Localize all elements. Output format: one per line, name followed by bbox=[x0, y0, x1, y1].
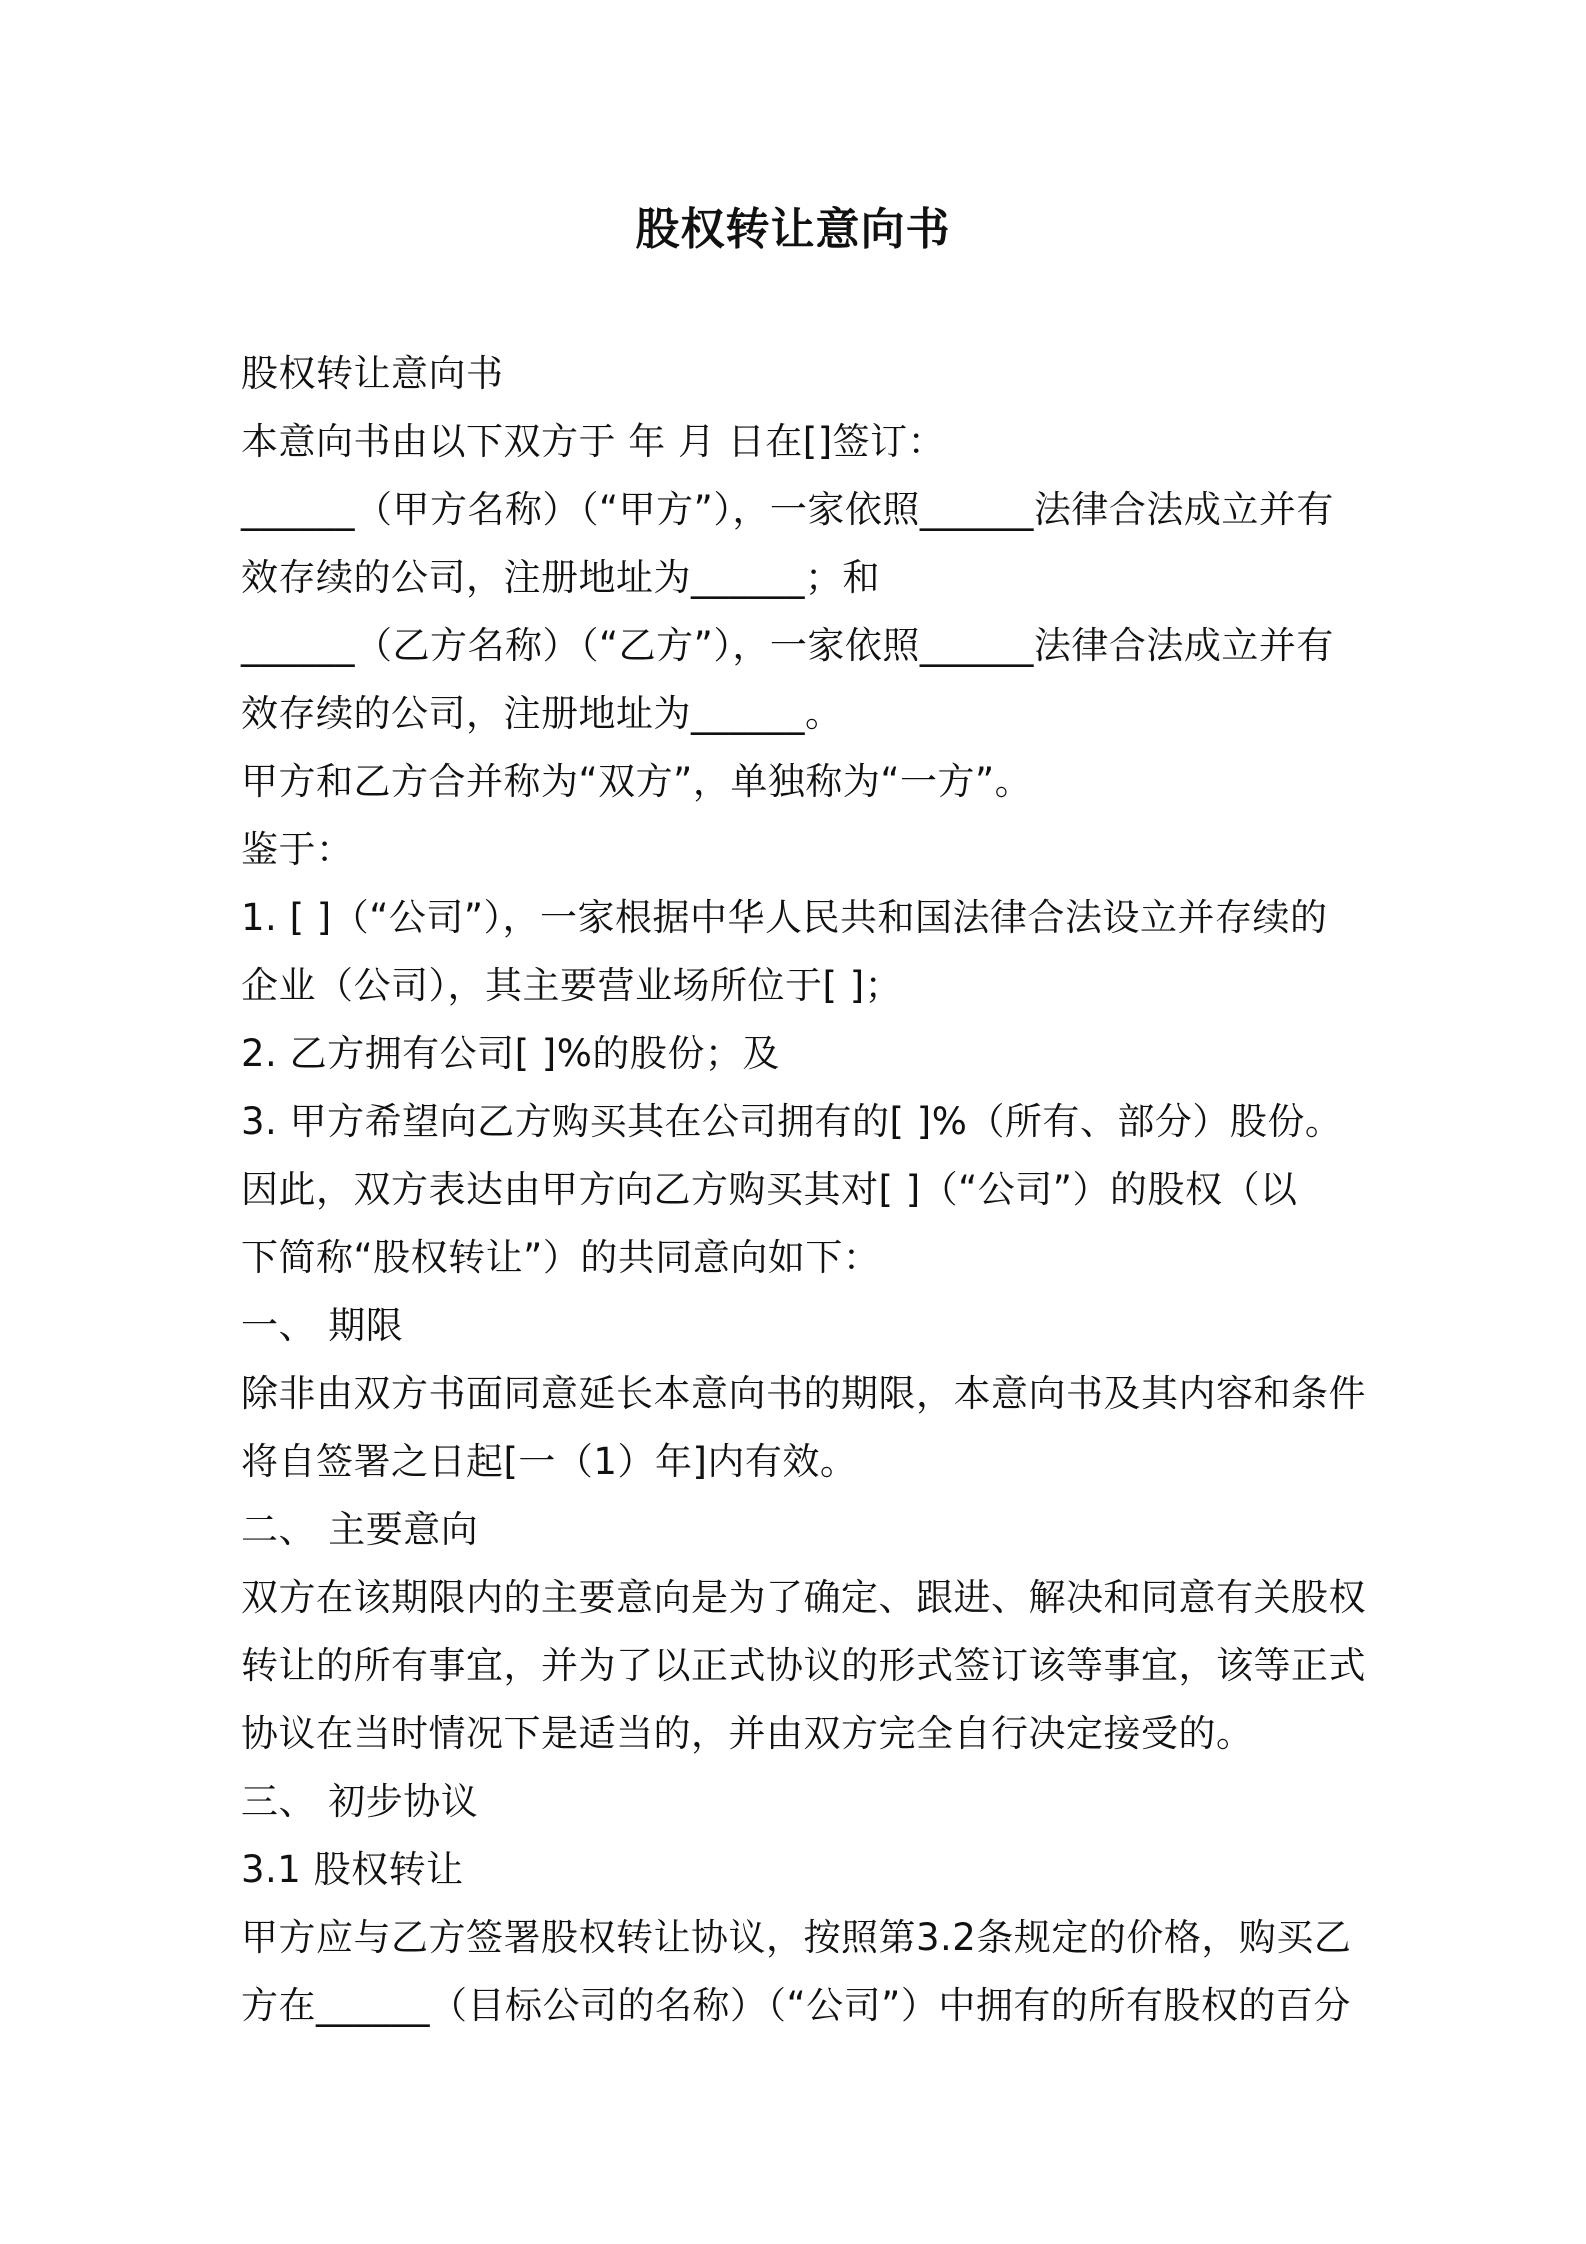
body-line: 甲方应与乙方签署股权转让协议，按照第3.2条规定的价格，购买乙 bbox=[241, 1916, 1352, 1959]
body-line: 甲方和乙方合并称为“双方”，单独称为“一方”。 bbox=[241, 760, 1033, 803]
body-line: 效存续的公司，注册地址为______。 bbox=[241, 692, 843, 735]
body-line: 效存续的公司，注册地址为______；和 bbox=[241, 556, 880, 599]
body-line: 方在______（目标公司的名称）（“公司”）中拥有的所有股权的百分 bbox=[241, 1984, 1351, 2027]
body-line: 1. [ ]（“公司”），一家根据中华人民共和国法律合法设立并存续的 bbox=[241, 896, 1328, 939]
body-line: ______（乙方名称）（“乙方”），一家依照______法律合法成立并有 bbox=[241, 624, 1334, 667]
body-line: 转让的所有事宜，并为了以正式协议的形式签订该等事宜，该等正式 bbox=[241, 1644, 1366, 1687]
body-line: 将自签署之日起[一（1）年]内有效。 bbox=[241, 1440, 858, 1483]
body-line: 本意向书由以下双方于 年 月 日在[]签订： bbox=[241, 420, 946, 463]
section-heading: 二、 主要意向 bbox=[241, 1508, 479, 1551]
section-heading: 一、 期限 bbox=[241, 1304, 404, 1347]
body-line: 鉴于： bbox=[241, 828, 354, 871]
body-line: 双方在该期限内的主要意向是为了确定、跟进、解决和同意有关股权 bbox=[241, 1576, 1366, 1619]
section-heading: 三、 初步协议 bbox=[241, 1780, 479, 1823]
body-line: ______（甲方名称）（“甲方”），一家依照______法律合法成立并有 bbox=[241, 488, 1334, 531]
body-line: 企业（公司），其主要营业场所位于[ ]； bbox=[241, 964, 903, 1007]
body-line: 2. 乙方拥有公司[ ]%的股份；及 bbox=[241, 1032, 780, 1075]
body-line: 股权转让意向书 bbox=[241, 352, 504, 395]
body-line: 除非由双方书面同意延长本意向书的期限，本意向书及其内容和条件 bbox=[241, 1372, 1366, 1415]
body-line: 下简称“股权转让”）的共同意向如下： bbox=[241, 1236, 881, 1279]
body-line: 因此，双方表达由甲方向乙方购买其对[ ]（“公司”）的股权（以 bbox=[241, 1168, 1298, 1211]
body-line: 协议在当时情况下是适当的，并由双方完全自行决定接受的。 bbox=[241, 1712, 1254, 1755]
document-title: 股权转让意向书 bbox=[635, 204, 951, 255]
body-line: 3. 甲方希望向乙方购买其在公司拥有的[ ]%（所有、部分）股份。 bbox=[241, 1100, 1343, 1143]
document-body bbox=[241, 340, 1401, 2040]
subsection-heading: 3.1 股权转让 bbox=[241, 1848, 464, 1891]
